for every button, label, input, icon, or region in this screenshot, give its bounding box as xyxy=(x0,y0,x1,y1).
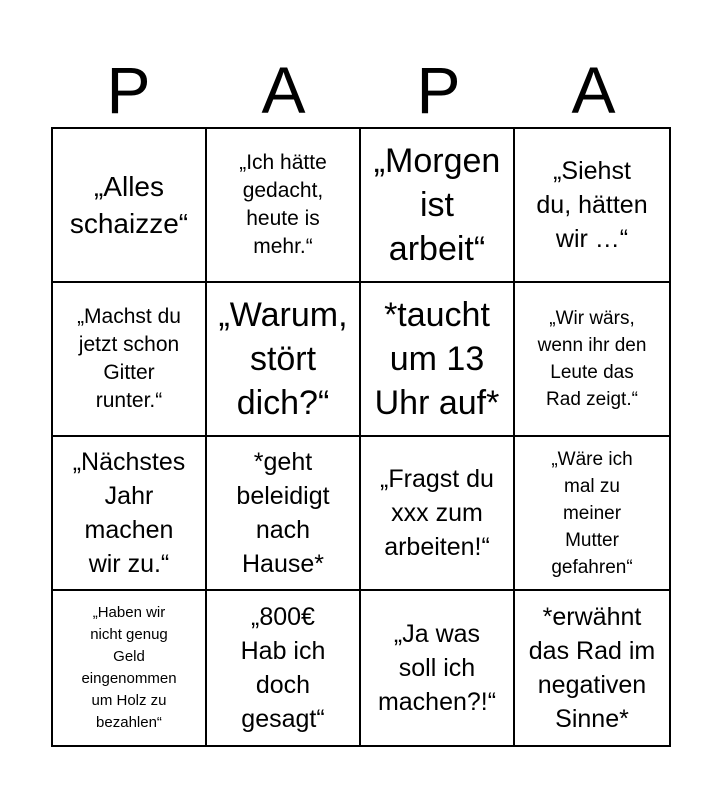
cell-text: *taucht um 13 Uhr auf* xyxy=(374,296,500,422)
header-letter-3: P xyxy=(416,53,461,127)
bingo-board xyxy=(51,127,671,747)
bingo-cell-r3c1[interactable] xyxy=(53,437,207,591)
cell-text: *geht beleidigt nach Hause* xyxy=(236,448,330,578)
cell-text: „Machst du jetzt schon Gitter runter.“ xyxy=(77,305,181,412)
bingo-cell-r2c2[interactable] xyxy=(207,283,361,437)
cell-text: „Haben wir nicht genug Geld eingenommen um Holz zu bezahlen“ xyxy=(81,604,177,731)
bingo-cell-r3c4[interactable] xyxy=(515,437,669,591)
bingo-cell-r4c4[interactable] xyxy=(515,591,669,745)
cell-text: „Alles schaizze“ xyxy=(69,171,189,239)
cell-text: „Wäre ich mal zu meiner Mutter gefahren“ xyxy=(551,448,633,578)
bingo-cell-r4c2[interactable] xyxy=(207,591,361,745)
bingo-cell-r1c1[interactable] xyxy=(53,129,207,283)
cell-text: „Warum, stört dich?“ xyxy=(218,296,348,422)
bingo-cell-r4c3[interactable] xyxy=(361,591,515,745)
bingo-cell-r4c1[interactable] xyxy=(53,591,207,745)
cell-text: „Ja was soll ich machen?!“ xyxy=(377,620,497,716)
cell-text: „Nächstes Jahr machen wir zu.“ xyxy=(72,448,186,578)
bingo-cell-r1c2[interactable] xyxy=(207,129,361,283)
bingo-cell-r2c3[interactable] xyxy=(361,283,515,437)
cell-text: „Ich hätte gedacht, heute is mehr.“ xyxy=(239,151,327,258)
cell-text: „Siehst du, hätten wir …“ xyxy=(536,157,648,253)
bingo-cell-r1c4[interactable] xyxy=(515,129,669,283)
cell-text: „800€ Hab ich doch gesagt“ xyxy=(240,603,326,733)
bingo-cell-r1c3[interactable] xyxy=(361,129,515,283)
bingo-header xyxy=(51,52,671,128)
bingo-cell-r3c3[interactable] xyxy=(361,437,515,591)
bingo-cell-r2c4[interactable] xyxy=(515,283,669,437)
header-letter-1: P xyxy=(106,53,151,127)
header-letter-4: A xyxy=(571,53,616,127)
bingo-cell-r2c1[interactable] xyxy=(53,283,207,437)
cell-text: „Morgen ist arbeit“ xyxy=(373,142,501,268)
cell-text: *erwähnt das Rad im negativen Sinne* xyxy=(528,603,656,733)
cell-text: „Wir wärs, wenn ihr den Leute das Rad zeigt.“ xyxy=(537,308,647,410)
cell-text: „Fragst du xxx zum arbeiten!“ xyxy=(380,465,494,561)
bingo-cell-r3c2[interactable] xyxy=(207,437,361,591)
header-letter-2: A xyxy=(261,53,306,127)
